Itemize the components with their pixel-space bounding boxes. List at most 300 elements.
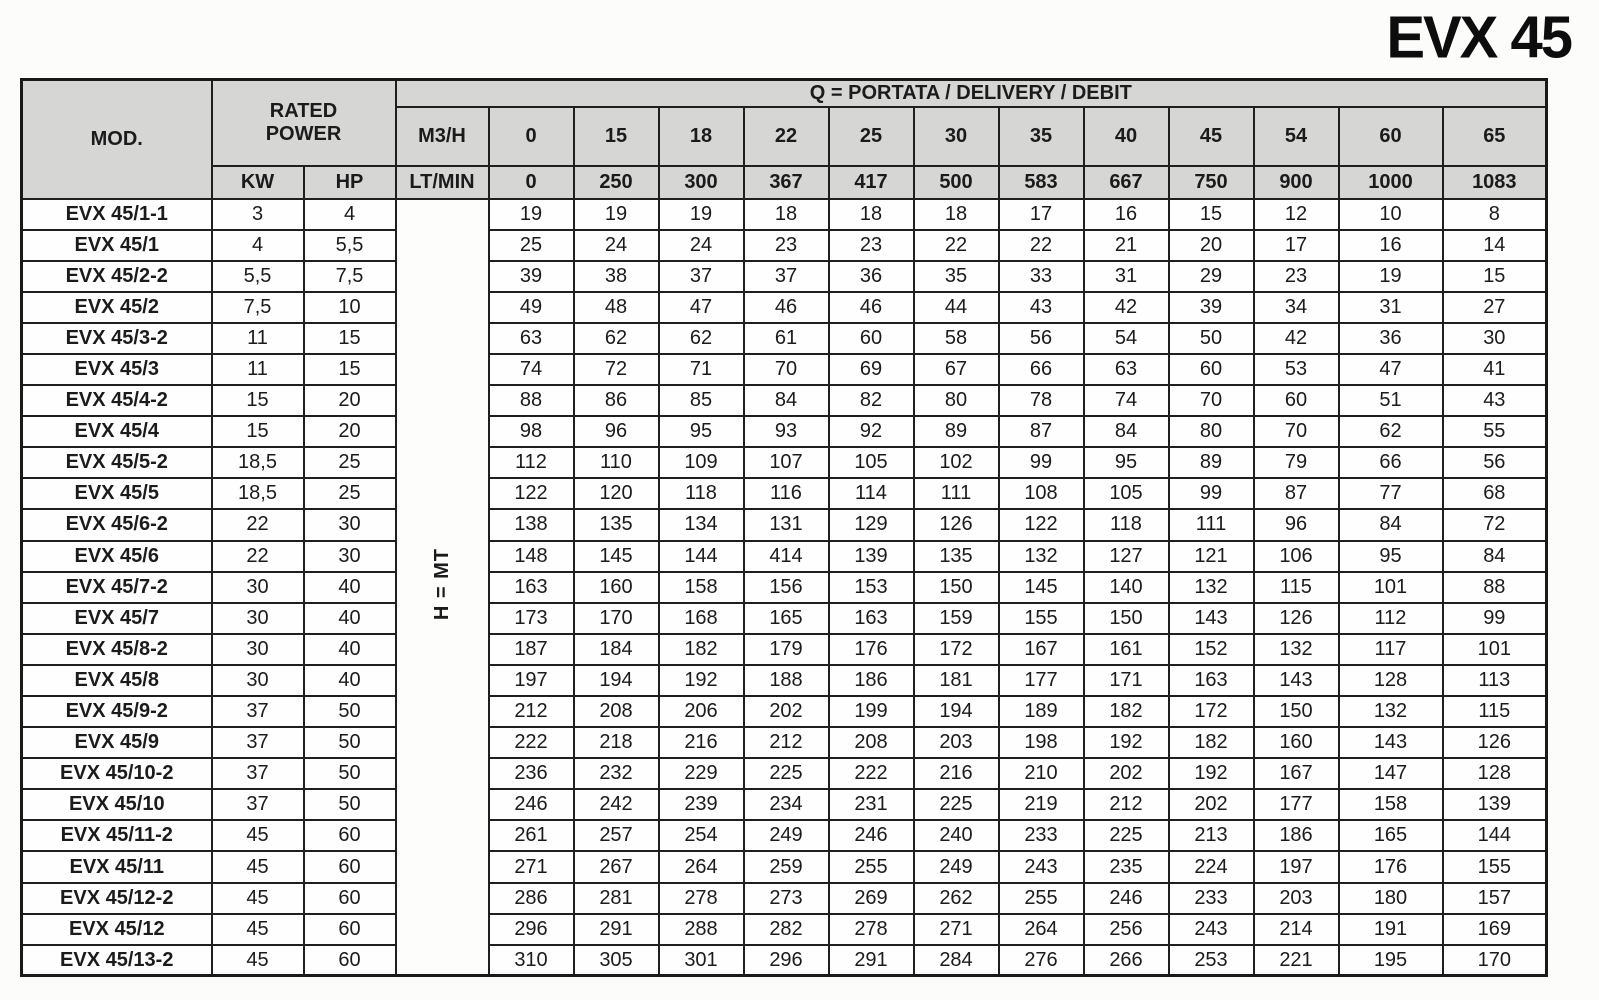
head-value-cell: 128: [1339, 665, 1443, 696]
head-value-cell: 95: [1339, 541, 1443, 572]
ltmin-value-cell: 0: [489, 166, 574, 199]
head-value-cell: 264: [659, 851, 744, 882]
head-value-cell: 264: [999, 914, 1084, 945]
head-value-cell: 173: [489, 603, 574, 634]
head-value-cell: 17: [1254, 230, 1339, 261]
m3h-value-cell: 35: [999, 107, 1084, 166]
head-value-cell: 16: [1084, 199, 1169, 230]
head-value-cell: 111: [914, 478, 999, 509]
head-value-cell: 222: [489, 727, 574, 758]
head-value-cell: 271: [489, 851, 574, 882]
kw-cell: 37: [212, 727, 304, 758]
head-value-cell: 36: [829, 261, 914, 292]
head-value-cell: 18: [829, 199, 914, 230]
rated-power-header: [212, 80, 396, 166]
head-value-cell: 168: [659, 603, 744, 634]
kw-cell: 7,5: [212, 292, 304, 323]
head-value-cell: 34: [1254, 292, 1339, 323]
head-value-cell: 70: [744, 354, 829, 385]
head-value-cell: 96: [574, 416, 659, 447]
head-value-cell: 80: [1169, 416, 1254, 447]
head-value-cell: 176: [829, 634, 914, 665]
table-row: [22, 385, 1547, 416]
head-value-cell: 296: [489, 914, 574, 945]
head-value-cell: 192: [659, 665, 744, 696]
head-value-cell: 112: [489, 447, 574, 478]
table-row: [22, 820, 1547, 851]
head-value-cell: 89: [914, 416, 999, 447]
table-row: [22, 883, 1547, 914]
head-value-cell: 132: [999, 541, 1084, 572]
head-value-cell: 243: [999, 851, 1084, 882]
head-value-cell: 222: [829, 758, 914, 789]
head-value-cell: 33: [999, 261, 1084, 292]
head-value-cell: 48: [574, 292, 659, 323]
m3h-value-cell: 30: [914, 107, 999, 166]
page-title: EVX 45: [1386, 4, 1571, 71]
head-value-cell: 291: [574, 914, 659, 945]
hp-cell: 60: [304, 851, 396, 882]
head-value-cell: 70: [1169, 385, 1254, 416]
head-value-cell: 273: [744, 883, 829, 914]
head-value-cell: 181: [914, 665, 999, 696]
head-value-cell: 232: [574, 758, 659, 789]
head-value-cell: 117: [1339, 634, 1443, 665]
head-value-cell: 255: [829, 851, 914, 882]
head-value-cell: 203: [1254, 883, 1339, 914]
kw-cell: 18,5: [212, 478, 304, 509]
head-value-cell: 167: [1254, 758, 1339, 789]
hp-cell: 30: [304, 509, 396, 540]
head-value-cell: 36: [1339, 323, 1443, 354]
kw-cell: 11: [212, 323, 304, 354]
model-cell: EVX 45/4-2: [22, 385, 212, 416]
head-value-cell: 276: [999, 945, 1084, 976]
hp-cell: 15: [304, 323, 396, 354]
head-value-cell: 12: [1254, 199, 1339, 230]
hp-cell: 4: [304, 199, 396, 230]
head-value-cell: 37: [659, 261, 744, 292]
head-value-cell: 46: [744, 292, 829, 323]
head-value-cell: 70: [1254, 416, 1339, 447]
head-value-cell: 135: [914, 541, 999, 572]
head-value-cell: 55: [1443, 416, 1547, 447]
ltmin-value-cell: 750: [1169, 166, 1254, 199]
table-row: [22, 727, 1547, 758]
head-value-cell: 246: [1084, 883, 1169, 914]
m3h-value-cell: 25: [829, 107, 914, 166]
head-value-cell: 23: [1254, 261, 1339, 292]
hp-cell: 5,5: [304, 230, 396, 261]
head-value-cell: 278: [659, 883, 744, 914]
head-value-cell: 95: [659, 416, 744, 447]
table-row: [22, 696, 1547, 727]
model-cell: EVX 45/12: [22, 914, 212, 945]
head-value-cell: 242: [574, 789, 659, 820]
table-row: [22, 354, 1547, 385]
head-value-cell: 42: [1254, 323, 1339, 354]
model-cell: EVX 45/9-2: [22, 696, 212, 727]
head-value-cell: 176: [1339, 851, 1443, 882]
head-value-cell: 150: [1084, 603, 1169, 634]
ltmin-value-cell: 583: [999, 166, 1084, 199]
head-value-cell: 187: [489, 634, 574, 665]
head-value-cell: 271: [914, 914, 999, 945]
model-cell: EVX 45/12-2: [22, 883, 212, 914]
head-value-cell: 132: [1339, 696, 1443, 727]
table-row: [22, 323, 1547, 354]
head-value-cell: 39: [1169, 292, 1254, 323]
head-value-cell: 197: [1254, 851, 1339, 882]
head-value-cell: 19: [1339, 261, 1443, 292]
head-value-cell: 20: [1169, 230, 1254, 261]
head-value-cell: 202: [1169, 789, 1254, 820]
head-value-cell: 180: [1339, 883, 1443, 914]
head-value-cell: 42: [1084, 292, 1169, 323]
ltmin-label: LT/MIN: [396, 166, 489, 199]
head-value-cell: 254: [659, 820, 744, 851]
model-cell: EVX 45/6: [22, 541, 212, 572]
head-value-cell: 262: [914, 883, 999, 914]
head-value-cell: 155: [1443, 851, 1547, 882]
head-value-cell: 158: [1339, 789, 1443, 820]
head-value-cell: 127: [1084, 541, 1169, 572]
kw-cell: 45: [212, 883, 304, 914]
head-value-cell: 233: [1169, 883, 1254, 914]
head-value-cell: 18: [914, 199, 999, 230]
head-value-cell: 61: [744, 323, 829, 354]
kw-cell: 30: [212, 665, 304, 696]
head-value-cell: 150: [914, 572, 999, 603]
head-value-cell: 225: [744, 758, 829, 789]
model-cell: EVX 45/3: [22, 354, 212, 385]
head-value-cell: 114: [829, 478, 914, 509]
ltmin-value-cell: 1083: [1443, 166, 1547, 199]
rated-power-label: RATED POWER: [265, 100, 342, 145]
head-value-cell: 195: [1339, 945, 1443, 976]
ltmin-value-cell: 900: [1254, 166, 1339, 199]
ltmin-value-cell: 417: [829, 166, 914, 199]
kw-cell: 37: [212, 696, 304, 727]
kw-cell: 22: [212, 509, 304, 540]
header-row-ltmin: [22, 166, 1547, 199]
head-value-cell: 310: [489, 945, 574, 976]
head-value-cell: 253: [1169, 945, 1254, 976]
head-value-cell: 239: [659, 789, 744, 820]
head-value-cell: 99: [999, 447, 1084, 478]
model-cell: EVX 45/10-2: [22, 758, 212, 789]
m3h-value-cell: 0: [489, 107, 574, 166]
head-value-cell: 145: [999, 572, 1084, 603]
head-value-cell: 99: [1443, 603, 1547, 634]
head-value-cell: 132: [1254, 634, 1339, 665]
head-value-cell: 182: [659, 634, 744, 665]
table-row: [22, 199, 1547, 230]
table-row: [22, 541, 1547, 572]
head-value-cell: 23: [829, 230, 914, 261]
table-row: [22, 261, 1547, 292]
head-value-cell: 86: [574, 385, 659, 416]
head-value-cell: 109: [659, 447, 744, 478]
head-value-cell: 161: [1084, 634, 1169, 665]
head-value-cell: 105: [829, 447, 914, 478]
head-value-cell: 156: [744, 572, 829, 603]
model-cell: EVX 45/4: [22, 416, 212, 447]
head-value-cell: 256: [1084, 914, 1169, 945]
head-value-cell: 77: [1339, 478, 1443, 509]
head-value-cell: 51: [1339, 385, 1443, 416]
head-value-cell: 186: [829, 665, 914, 696]
hp-cell: 40: [304, 603, 396, 634]
head-value-cell: 98: [489, 416, 574, 447]
head-value-cell: 259: [744, 851, 829, 882]
head-value-cell: 267: [574, 851, 659, 882]
head-value-cell: 199: [829, 696, 914, 727]
head-value-cell: 255: [999, 883, 1084, 914]
model-cell: EVX 45/1: [22, 230, 212, 261]
head-value-cell: 143: [1169, 603, 1254, 634]
head-value-cell: 111: [1169, 509, 1254, 540]
table-row: [22, 945, 1547, 976]
ltmin-value-cell: 367: [744, 166, 829, 199]
head-value-cell: 60: [1254, 385, 1339, 416]
hp-cell: 60: [304, 883, 396, 914]
head-value-cell: 414: [744, 541, 829, 572]
kw-cell: 11: [212, 354, 304, 385]
head-value-cell: 144: [1443, 820, 1547, 851]
head-value-cell: 19: [574, 199, 659, 230]
head-value-cell: 107: [744, 447, 829, 478]
head-value-cell: 212: [1084, 789, 1169, 820]
head-value-cell: 213: [1169, 820, 1254, 851]
head-value-cell: 148: [489, 541, 574, 572]
head-value-cell: 188: [744, 665, 829, 696]
head-value-cell: 21: [1084, 230, 1169, 261]
hp-cell: 20: [304, 416, 396, 447]
head-value-cell: 231: [829, 789, 914, 820]
ltmin-value-cell: 250: [574, 166, 659, 199]
head-value-cell: 67: [914, 354, 999, 385]
hp-cell: 60: [304, 945, 396, 976]
head-value-cell: 126: [1254, 603, 1339, 634]
table-row: [22, 447, 1547, 478]
model-cell: EVX 45/13-2: [22, 945, 212, 976]
kw-cell: 4: [212, 230, 304, 261]
head-value-cell: 186: [1254, 820, 1339, 851]
head-value-cell: 87: [1254, 478, 1339, 509]
head-value-cell: 19: [659, 199, 744, 230]
head-value-cell: 194: [914, 696, 999, 727]
table-row: [22, 416, 1547, 447]
head-value-cell: 153: [829, 572, 914, 603]
head-value-cell: 172: [914, 634, 999, 665]
model-cell: EVX 45/7-2: [22, 572, 212, 603]
head-value-cell: 281: [574, 883, 659, 914]
head-value-cell: 235: [1084, 851, 1169, 882]
head-value-cell: 54: [1084, 323, 1169, 354]
head-value-cell: 224: [1169, 851, 1254, 882]
model-cell: EVX 45/7: [22, 603, 212, 634]
model-cell: EVX 45/11-2: [22, 820, 212, 851]
head-value-cell: 170: [1443, 945, 1547, 976]
head-value-cell: 246: [489, 789, 574, 820]
ltmin-value-cell: 300: [659, 166, 744, 199]
model-cell: EVX 45/5: [22, 478, 212, 509]
head-value-cell: 158: [659, 572, 744, 603]
header-row-q: [22, 80, 1547, 107]
kw-cell: 15: [212, 385, 304, 416]
head-value-cell: 179: [744, 634, 829, 665]
head-value-cell: 63: [1084, 354, 1169, 385]
model-cell: EVX 45/10: [22, 789, 212, 820]
head-value-cell: 30: [1443, 323, 1547, 354]
table-row: [22, 478, 1547, 509]
head-value-cell: 53: [1254, 354, 1339, 385]
head-value-cell: 84: [1443, 541, 1547, 572]
head-value-cell: 43: [999, 292, 1084, 323]
head-value-cell: 22: [999, 230, 1084, 261]
head-value-cell: 240: [914, 820, 999, 851]
hp-cell: 10: [304, 292, 396, 323]
kw-cell: 30: [212, 634, 304, 665]
m3h-value-cell: 40: [1084, 107, 1169, 166]
hp-cell: 25: [304, 478, 396, 509]
ltmin-value-cell: 667: [1084, 166, 1169, 199]
head-value-cell: 87: [999, 416, 1084, 447]
kw-cell: 37: [212, 789, 304, 820]
head-value-cell: 236: [489, 758, 574, 789]
ltmin-value-cell: 500: [914, 166, 999, 199]
hp-cell: 50: [304, 789, 396, 820]
head-value-cell: 29: [1169, 261, 1254, 292]
head-value-cell: 15: [1169, 199, 1254, 230]
head-value-cell: 113: [1443, 665, 1547, 696]
head-value-cell: 72: [574, 354, 659, 385]
head-value-cell: 84: [744, 385, 829, 416]
head-value-cell: 122: [489, 478, 574, 509]
head-value-cell: 249: [914, 851, 999, 882]
kw-cell: 45: [212, 914, 304, 945]
hp-cell: 20: [304, 385, 396, 416]
head-value-cell: 150: [1254, 696, 1339, 727]
head-value-cell: 139: [1443, 789, 1547, 820]
head-value-cell: 225: [914, 789, 999, 820]
head-value-cell: 84: [1339, 509, 1443, 540]
h-mt-cell: [396, 199, 489, 976]
model-cell: EVX 45/2: [22, 292, 212, 323]
head-value-cell: 257: [574, 820, 659, 851]
head-value-cell: 126: [914, 509, 999, 540]
head-value-cell: 305: [574, 945, 659, 976]
head-value-cell: 155: [999, 603, 1084, 634]
head-value-cell: 89: [1169, 447, 1254, 478]
head-value-cell: 25: [489, 230, 574, 261]
table-row: [22, 851, 1547, 882]
head-value-cell: 288: [659, 914, 744, 945]
model-cell: EVX 45/2-2: [22, 261, 212, 292]
head-value-cell: 206: [659, 696, 744, 727]
head-value-cell: 110: [574, 447, 659, 478]
hp-cell: 60: [304, 914, 396, 945]
head-value-cell: 218: [574, 727, 659, 758]
head-value-cell: 69: [829, 354, 914, 385]
head-value-cell: 24: [574, 230, 659, 261]
kw-cell: 15: [212, 416, 304, 447]
head-value-cell: 79: [1254, 447, 1339, 478]
head-value-cell: 184: [574, 634, 659, 665]
h-mt-label: H = MT: [430, 548, 453, 621]
head-value-cell: 229: [659, 758, 744, 789]
head-value-cell: 99: [1169, 478, 1254, 509]
head-value-cell: 246: [829, 820, 914, 851]
head-value-cell: 18: [744, 199, 829, 230]
m3h-label: M3/H: [396, 107, 489, 166]
head-value-cell: 208: [574, 696, 659, 727]
head-value-cell: 72: [1443, 509, 1547, 540]
head-value-cell: 58: [914, 323, 999, 354]
head-value-cell: 160: [1254, 727, 1339, 758]
head-value-cell: 165: [744, 603, 829, 634]
head-value-cell: 284: [914, 945, 999, 976]
m3h-value-cell: 54: [1254, 107, 1339, 166]
head-value-cell: 163: [1169, 665, 1254, 696]
head-value-cell: 44: [914, 292, 999, 323]
head-value-cell: 167: [999, 634, 1084, 665]
head-value-cell: 243: [1169, 914, 1254, 945]
head-value-cell: 71: [659, 354, 744, 385]
head-value-cell: 197: [489, 665, 574, 696]
head-value-cell: 60: [829, 323, 914, 354]
q-delivery-header: Q = PORTATA / DELIVERY / DEBIT: [396, 80, 1547, 107]
head-value-cell: 85: [659, 385, 744, 416]
kw-cell: 22: [212, 541, 304, 572]
head-value-cell: 282: [744, 914, 829, 945]
head-value-cell: 177: [999, 665, 1084, 696]
head-value-cell: 261: [489, 820, 574, 851]
kw-cell: 30: [212, 572, 304, 603]
table-row: [22, 572, 1547, 603]
head-value-cell: 138: [489, 509, 574, 540]
kw-cell: 45: [212, 945, 304, 976]
head-value-cell: 31: [1339, 292, 1443, 323]
head-value-cell: 121: [1169, 541, 1254, 572]
head-value-cell: 202: [744, 696, 829, 727]
head-value-cell: 115: [1443, 696, 1547, 727]
head-value-cell: 208: [829, 727, 914, 758]
head-value-cell: 63: [489, 323, 574, 354]
head-value-cell: 219: [999, 789, 1084, 820]
head-value-cell: 171: [1084, 665, 1169, 696]
head-value-cell: 160: [574, 572, 659, 603]
head-value-cell: 301: [659, 945, 744, 976]
head-value-cell: 15: [1443, 261, 1547, 292]
hp-column-header: HP: [304, 166, 396, 199]
head-value-cell: 249: [744, 820, 829, 851]
table-row: [22, 665, 1547, 696]
hp-cell: 15: [304, 354, 396, 385]
head-value-cell: 56: [999, 323, 1084, 354]
head-value-cell: 189: [999, 696, 1084, 727]
head-value-cell: 182: [1084, 696, 1169, 727]
model-cell: EVX 45/3-2: [22, 323, 212, 354]
head-value-cell: 170: [574, 603, 659, 634]
hp-cell: 50: [304, 758, 396, 789]
hp-cell: 40: [304, 572, 396, 603]
head-value-cell: 212: [489, 696, 574, 727]
head-value-cell: 132: [1169, 572, 1254, 603]
hp-cell: 40: [304, 665, 396, 696]
head-value-cell: 105: [1084, 478, 1169, 509]
